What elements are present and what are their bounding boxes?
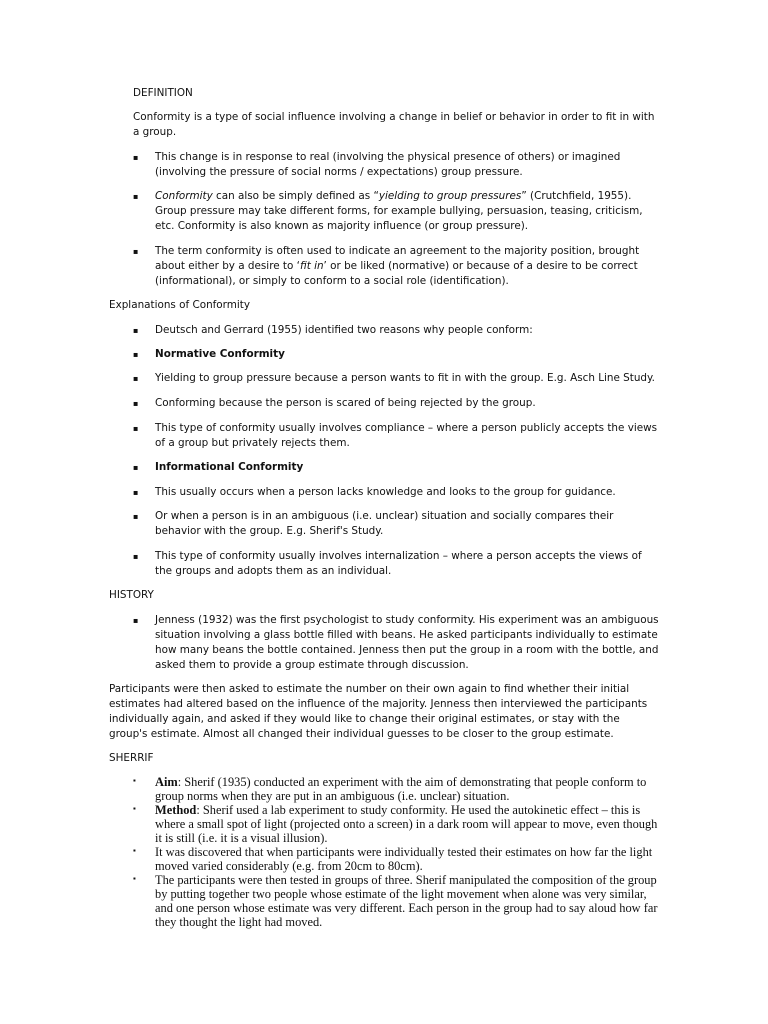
italic-term: fit in — [299, 260, 324, 272]
bullet-marker: ▪ — [133, 874, 136, 883]
bullet-marker: ▪ — [133, 247, 139, 256]
text-run: can also be simply defined as “ — [212, 190, 379, 202]
list-item-text: This change is in response to real (involving the physical presence of others) or imagined (involving the pressure of social norms / expectations) group pressure. — [155, 151, 621, 178]
bullet-marker: ▪ — [133, 153, 139, 162]
list-item-text — [155, 803, 661, 845]
text-run: : Sherif (1935) conducted an experiment with the aim of demonstrating that people conform to group norms when they are put in an ambiguous (i.e. unclear) situation. — [155, 775, 647, 803]
sherif-heading: SHERRIF — [109, 752, 154, 764]
bullet-marker: ▪ — [133, 424, 139, 433]
bullet-marker: ▪ — [133, 512, 139, 521]
list-item-text: This type of conformity usually involves compliance – where a person publicly accepts the views of a group but privately rejects them. — [155, 422, 658, 449]
bullet-marker: ▪ — [133, 616, 139, 625]
bullet-marker: ▪ — [133, 804, 136, 813]
bullet-marker: ▪ — [133, 846, 136, 855]
bullet-marker: ▪ — [133, 488, 139, 497]
text-run: : Sherif used a lab experiment to study conformity. He used the autokinetic effect – this is where a small spot of light (projected onto a screen) in a dark room will appear to move, even though it is still (i.e. it is a visual illusion). — [155, 803, 658, 845]
list-item-text — [155, 347, 661, 362]
bullet-marker: ▪ — [133, 552, 139, 561]
list-item-text — [155, 775, 661, 803]
list-item-text: This usually occurs when a person lacks knowledge and looks to the group for guidance. — [155, 486, 616, 498]
text-run: ” (Crutchfield, 1955). Group pressure may take different forms, for example bullying, persuasion, teasing, criticism, etc. Conformity is also known as majority influence (or group pressure). — [155, 190, 643, 232]
history-paragraph: Participants were then asked to estimate the number on their own again to find whether their initial estimates had altered based on the influence of the majority. Jenness then interviewed the participants individually again, and asked if they would like to change their original estimates, or stay with the group's estimate. Almost all changed their individual guesses to be closer to the group estimate. — [109, 683, 648, 740]
list-item-text: This type of conformity usually involves internalization – where a person accepts the views of the groups and adopts them as an individual. — [155, 550, 642, 577]
list-item-text — [155, 244, 661, 289]
list-item-text — [155, 189, 661, 234]
bullet-marker: ▪ — [133, 463, 139, 472]
subheading-normative: Normative Conformity — [155, 348, 285, 360]
list-item-text: It was discovered that when participants were individually tested their estimates on how far the light moved varied considerably (e.g. from 20cm to 80cm). — [155, 845, 653, 873]
list-item-text: Or when a person is in an ambiguous (i.e. unclear) situation and socially compares their behavior with the group. E.g. Sherif's Study. — [155, 510, 614, 537]
bullet-marker: ▪ — [133, 399, 139, 408]
text-run: The term conformity is often used to indicate an agreement to the majority position, brought about either by a desire to ‘ — [155, 245, 640, 272]
explanations-heading: Explanations of Conformity — [109, 299, 250, 311]
list-item-text: Conforming because the person is scared of being rejected by the group. — [155, 397, 536, 409]
history-heading: HISTORY — [109, 589, 154, 601]
list-item-text: Deutsch and Gerrard (1955) identified two reasons why people conform: — [155, 324, 533, 336]
method-label: Method — [155, 803, 197, 817]
italic-quote: yielding to group pressures — [378, 190, 522, 202]
text-run: ’ or be liked (normative) or because of a desire to be correct (informational), or simply to conform to a social role (identification). — [155, 260, 638, 287]
list-item-text: The participants were then tested in groups of three. Sherif manipulated the composition of the group by putting together two people whose estimate of the light movement when alone was very similar, and one person whose estimate was very different. Each person in the group had to say aloud how far they thought the light had moved. — [155, 873, 658, 929]
definition-paragraph: Conformity is a type of social influence involving a change in belief or behavior in order to fit in with a group. — [133, 111, 655, 138]
bullet-marker: ▪ — [133, 374, 139, 383]
bullet-marker: ▪ — [133, 350, 139, 359]
bullet-marker: ▪ — [133, 192, 139, 201]
list-item-text — [155, 460, 661, 475]
list-item-text: Jenness (1932) was the first psychologist to study conformity. His experiment was an ambiguous situation involving a glass bottle filled with beans. He asked participants individually to estimate how many beans the bottle contained. Jenness then put the group in a room with the bottle, and asked them to provide a group estimate through discussion. — [155, 614, 659, 671]
list-item-text: Yielding to group pressure because a person wants to fit in with the group. E.g. Asch Line Study. — [155, 372, 655, 384]
aim-label: Aim — [155, 775, 178, 789]
definition-heading: DEFINITION — [133, 87, 193, 99]
subheading-informational: Informational Conformity — [155, 461, 304, 473]
bullet-marker: ▪ — [133, 776, 136, 785]
italic-term: Conformity — [155, 190, 213, 202]
bullet-marker: ▪ — [133, 326, 139, 335]
